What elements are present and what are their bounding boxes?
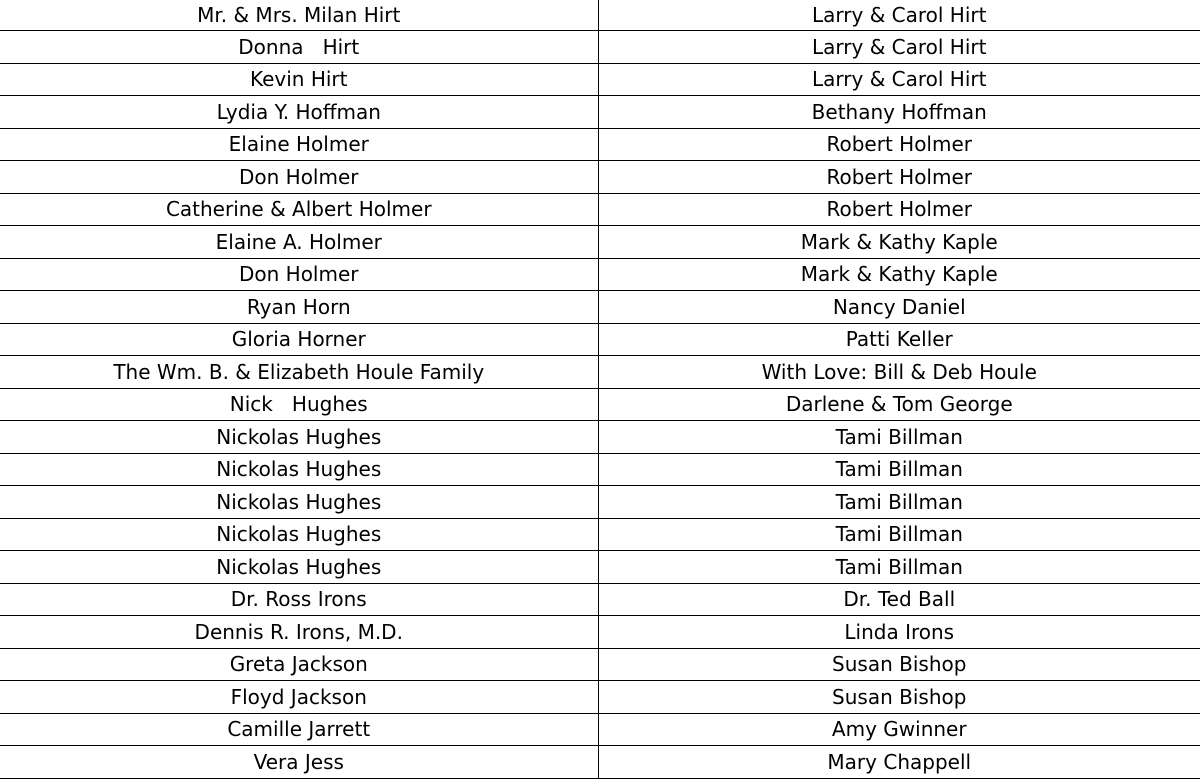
table-row	[0, 551, 1200, 584]
in-memory-of-cell: Greta Jackson	[0, 648, 598, 681]
table-row	[0, 291, 1200, 324]
table-row	[0, 421, 1200, 454]
table-row	[0, 616, 1200, 649]
table-row	[0, 226, 1200, 259]
table-row	[0, 31, 1200, 64]
table-row	[0, 258, 1200, 291]
given-by-cell: Robert Holmer	[598, 193, 1200, 226]
in-memory-of-cell: Nickolas Hughes	[0, 453, 598, 486]
given-by-cell: Larry & Carol Hirt	[598, 0, 1200, 31]
given-by-cell: Linda Irons	[598, 616, 1200, 649]
table-row	[0, 356, 1200, 389]
in-memory-of-cell: Don Holmer	[0, 161, 598, 194]
in-memory-of-cell: Mr. & Mrs. Milan Hirt	[0, 0, 598, 31]
in-memory-of-cell: Dr. Ross Irons	[0, 583, 598, 616]
table-row	[0, 193, 1200, 226]
table-row	[0, 583, 1200, 616]
given-by-cell: Mark & Kathy Kaple	[598, 226, 1200, 259]
given-by-cell: Susan Bishop	[598, 648, 1200, 681]
in-memory-of-cell: Nickolas Hughes	[0, 551, 598, 584]
table-row	[0, 746, 1200, 779]
in-memory-of-cell: Elaine A. Holmer	[0, 226, 598, 259]
in-memory-of-cell: Camille Jarrett	[0, 713, 598, 746]
given-by-cell: Tami Billman	[598, 453, 1200, 486]
in-memory-of-cell: Floyd Jackson	[0, 681, 598, 714]
table-row	[0, 713, 1200, 746]
given-by-cell: Tami Billman	[598, 486, 1200, 519]
in-memory-of-cell: Vera Jess	[0, 746, 598, 779]
in-memory-of-cell: Nick Hughes	[0, 388, 598, 421]
given-by-cell: Larry & Carol Hirt	[598, 63, 1200, 96]
table-row	[0, 128, 1200, 161]
in-memory-of-cell: The Wm. B. & Elizabeth Houle Family	[0, 356, 598, 389]
in-memory-of-cell: Kevin Hirt	[0, 63, 598, 96]
table-row	[0, 518, 1200, 551]
given-by-cell: Tami Billman	[598, 518, 1200, 551]
table-row	[0, 161, 1200, 194]
given-by-cell: Bethany Hoffman	[598, 96, 1200, 129]
in-memory-of-cell: Lydia Y. Hoffman	[0, 96, 598, 129]
given-by-cell: Larry & Carol Hirt	[598, 31, 1200, 64]
table-row	[0, 63, 1200, 96]
given-by-cell: Robert Holmer	[598, 161, 1200, 194]
given-by-cell: Mary Chappell	[598, 746, 1200, 779]
in-memory-of-cell: Donna Hirt	[0, 31, 598, 64]
in-memory-of-cell: Nickolas Hughes	[0, 421, 598, 454]
in-memory-of-cell: Nickolas Hughes	[0, 486, 598, 519]
given-by-cell: Amy Gwinner	[598, 713, 1200, 746]
table-row	[0, 453, 1200, 486]
table-row	[0, 486, 1200, 519]
table-row	[0, 96, 1200, 129]
given-by-cell: Darlene & Tom George	[598, 388, 1200, 421]
in-memory-of-cell: Catherine & Albert Holmer	[0, 193, 598, 226]
given-by-cell: Dr. Ted Ball	[598, 583, 1200, 616]
given-by-cell: Nancy Daniel	[598, 291, 1200, 324]
given-by-cell: Robert Holmer	[598, 128, 1200, 161]
given-by-cell: Tami Billman	[598, 551, 1200, 584]
table-row	[0, 648, 1200, 681]
in-memory-of-cell: Dennis R. Irons, M.D.	[0, 616, 598, 649]
in-memory-of-cell: Ryan Horn	[0, 291, 598, 324]
table-row	[0, 0, 1200, 31]
given-by-cell: Susan Bishop	[598, 681, 1200, 714]
in-memory-of-cell: Elaine Holmer	[0, 128, 598, 161]
given-by-cell: Patti Keller	[598, 323, 1200, 356]
in-memory-of-cell: Gloria Horner	[0, 323, 598, 356]
given-by-cell: Tami Billman	[598, 421, 1200, 454]
table-row	[0, 323, 1200, 356]
given-by-cell: Mark & Kathy Kaple	[598, 258, 1200, 291]
in-memory-of-cell: Don Holmer	[0, 258, 598, 291]
in-memory-of-cell: Nickolas Hughes	[0, 518, 598, 551]
table-row	[0, 388, 1200, 421]
given-by-cell: With Love: Bill & Deb Houle	[598, 356, 1200, 389]
table-row	[0, 681, 1200, 714]
